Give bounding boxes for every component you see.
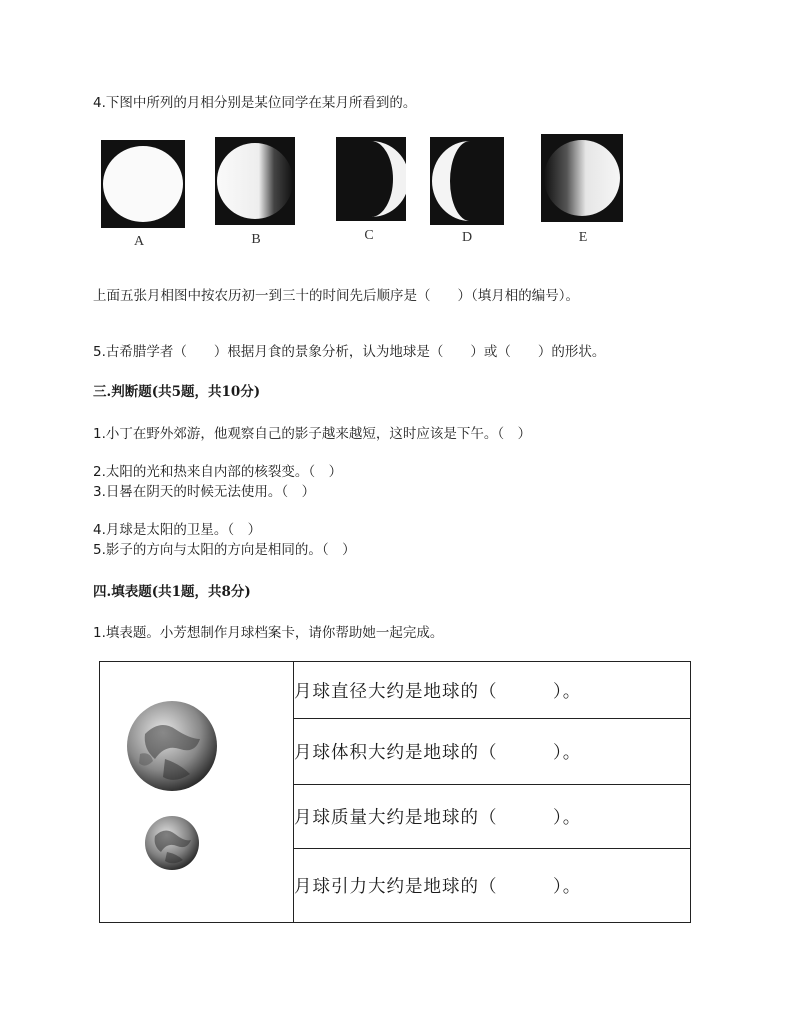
section3-item-5: 5.影子的方向与太阳的方向是相同的。（ ）	[93, 542, 356, 558]
q4-question: 上面五张月相图中按农历初一到三十的时间先后顺序是（ ）（填月相的编号）。	[93, 288, 579, 304]
moon-phase-b-image	[215, 137, 295, 225]
table-row: 月球直径大约是地球的（ ）。	[294, 662, 691, 719]
section3-item-4: 4.月球是太阳的卫星。（ ）	[93, 522, 262, 538]
q4-intro: 4.下图中所列的月相分别是某位同学在某月所看到的。	[93, 95, 417, 111]
moon-label-b: B	[251, 232, 261, 247]
moon-phase-a-image	[101, 140, 185, 228]
earth-moon-image-cell	[100, 662, 294, 923]
moon-phase-c-image	[336, 137, 406, 221]
table-row: 月球引力大约是地球的（ ）。	[294, 849, 691, 923]
moon-phase-d-image	[430, 137, 504, 225]
moon-label-c: C	[364, 228, 374, 243]
moon-phase-e-image	[541, 134, 623, 222]
section4-intro: 1.填表题。小芳想制作月球档案卡，请你帮助她一起完成。	[93, 625, 444, 641]
moon-profile-table	[99, 661, 691, 923]
moon-label-d: D	[461, 230, 473, 245]
section3-item-3: 3.日晷在阴天的时候无法使用。（ ）	[93, 484, 316, 500]
moon-label-e: E	[578, 230, 588, 245]
section4-heading: 四.填表题(共1题，共8分)	[93, 584, 251, 600]
section3-heading: 三.判断题(共5题，共10分)	[93, 384, 261, 400]
section3-item-2: 2.太阳的光和热来自内部的核裂变。（ ）	[93, 464, 343, 480]
earth-large-icon	[125, 699, 219, 793]
table-row: 月球质量大约是地球的（ ）。	[294, 785, 691, 849]
earth-small-icon	[143, 814, 201, 872]
moon-label-a: A	[133, 234, 145, 249]
q5-text: 5.古希腊学者（ ）根据月食的景象分析，认为地球是（ ）或（ ）的形状。	[93, 344, 606, 360]
section3-item-1: 1.小丁在野外郊游，他观察自己的影子越来越短，这时应该是下午。（ ）	[93, 426, 532, 442]
table-row: 月球体积大约是地球的（ ）。	[294, 719, 691, 785]
